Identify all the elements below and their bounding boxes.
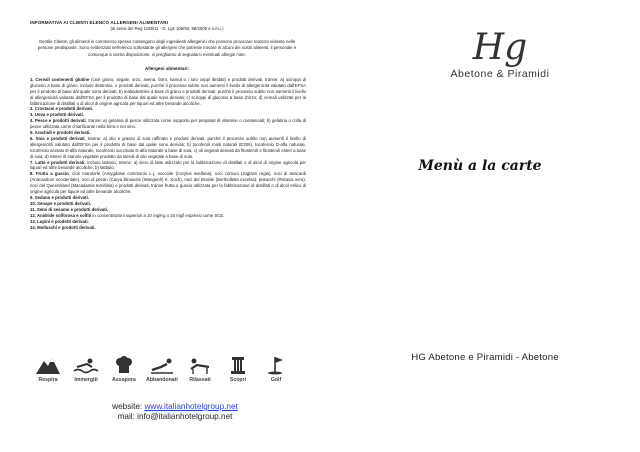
icon-label: Abbandonati (146, 377, 178, 383)
allergen-item-title: 10. Senape e prodotti derivati. (30, 200, 92, 206)
column-icon (225, 355, 251, 375)
allergen-item-title: 4. Pesce e prodotti derivati (30, 118, 86, 124)
allergen-item-text: , incluso lattosio, tranne: a) siero di latte utilizzato per la fabbricazione di distillati o di alcol di origine agricola per liquori ed altre bevande alcoliche; b) lattitolo. (30, 159, 306, 171)
icon-label: Golf (270, 377, 282, 383)
allergen-item-title: 11. Semi di sesamo e prodotti derivati. (30, 206, 109, 212)
icon-label: Immergiti (74, 377, 98, 383)
allergen-item-text: in concentrazioni superiori a 10 mg/Kg o 10 mg/l espressi come SO2. (91, 212, 225, 218)
hotel-footer-name: HG Abetone e Piramidi - Abetone (411, 352, 559, 363)
allergen-item-text: , cioè mandorle (Amygdalus communis L.), nocciole (Corylus avellana), noci comuni (Juglans regia), noci di anacardi (Anacardium occidentale), noci di pecan (Carya illinoiesis (Wangenh) K. Koch), noci del Brasile (Bertholletia excelsa), pistacchi (Pistacia vera), noci del Queensland (Macadamia ternifolia) e prodotti derivati, tranne frutta a guscio utilizzata per la fabbricazione di distillati o di alcol etilico di origine agricola per liquori ed altre bevande alcoliche. (30, 171, 306, 195)
activity-icons (30, 355, 290, 395)
icon-label: Scopri (229, 377, 247, 383)
allergens-title: Allergeni alimentari: (144, 65, 190, 71)
reclining-person-icon (149, 355, 175, 375)
allergen-item (30, 160, 306, 172)
chef-hat-icon (111, 355, 137, 375)
icon-label: Respira (38, 377, 58, 383)
scopri-item (220, 355, 256, 383)
mountain-icon (35, 355, 61, 375)
allergen-item-title: 7. Latte e prodotti derivati (30, 159, 85, 165)
allergen-item-title: 5. Arachidi e prodotti derivati. (30, 130, 91, 136)
allergen-item-title: 2. Crostacei e prodotti derivati. (30, 106, 94, 112)
allergen-item (30, 77, 306, 107)
allergen-item-title: 14. Molluschi e prodotti derivati. (30, 224, 96, 230)
respira-item (30, 355, 66, 383)
assapora-item (106, 355, 142, 383)
allergen-item-title: 3. Uova e prodotti derivati. (30, 112, 84, 118)
rilassati-item (182, 355, 218, 383)
allergen-item (30, 225, 306, 231)
allergen-item-title: 12. Anidride solforosa e solfiti (30, 212, 92, 218)
swimmer-icon (73, 355, 99, 375)
allergen-intro: Gentile Cliente, gli alimenti in commercio spesso contengono degli ingredienti allergenici che possono provocare reazioni violente nelle persone predisposte. Sono evidenziati nell'elenco sottostante gli allergeni che potreste trovare in alcuni dei nostri alimenti; il personale è comunque a vostra disposizione, vi preghiamo di segnalarci eventuali allergie note. (37, 39, 297, 57)
allergen-item (30, 136, 306, 160)
hotel-logo (435, 27, 565, 80)
website-link[interactable]: www.italianhotelgroup.net (144, 402, 238, 411)
logo-name: Abetone & Piramidi (450, 68, 550, 80)
icon-label: Assapora (112, 377, 136, 383)
mail-line: mail: info@italianhotelgroup.net (117, 412, 233, 421)
allergen-heading: INFORMATIVA AI CLIENTI ELENCO ALLERGENI ALIMENTARI (30, 20, 169, 25)
contact-block (60, 402, 290, 422)
lounger-icon (187, 355, 213, 375)
allergen-list (30, 77, 306, 231)
abbandonati-item (144, 355, 180, 383)
allergen-item-title: 6. Soia e prodotti derivati (30, 135, 85, 141)
allergen-item-text: , tranne: a) olio e grasso di soia raffinato e prodotti derivati, purché il processo subito non aumenti il livello di allergenicità valutato dall'EFSA per il prodotto di base dal quale sono derivati; b) tocoferoli misti naturali (E306), tocoferolo D-alfa naturale, tocoferolo acetato D-alfa naturale, tocoferolo succinato D-alfa naturale a base di soia; c) oli vegetali derivati da fitosteroli e fitosteroli esteri a base di soia; d) estere di stanolo vegetale prodotto da steroli di olio vegetale a base di soia. (30, 135, 307, 159)
allergen-item (30, 171, 306, 195)
golf-flag-icon (263, 355, 289, 375)
cover-panel (330, 0, 630, 452)
website-label: website: (112, 402, 143, 411)
allergen-item-title: 9. Sedano e prodotti derivati. (30, 195, 89, 201)
immergiti-item (68, 355, 104, 383)
logo-monogram: Hg (472, 27, 528, 68)
golf-item (258, 355, 294, 383)
website-line (60, 402, 290, 412)
allergen-item-text: (cioè grano, segale, orzo, avena, farro, kamut o i loro ceppi ibridati) e prodotti derivati, tranne: a) sciroppi di glucosio a base di grano, incluso destrosio, e prodotti derivati, purché il processo subito non aumenti il livello di allergenicità valutato dall'EFSA per il prodotto di base dal quale sono derivati; b) maltodestrine a base di grano e prodotti derivati, purché il processo subito non aumenti il livello di allergenicità valutato dall'EFSA per il prodotto di base dal quale sono derivati; c) sciroppi di glucosio a base d'orzo; d) cereali utilizzati per la fabbricazione di distillati o di alcol di origine agricola per liquori ed altre bevande alcoliche. (30, 76, 306, 106)
allergen-item-title: 13. Lupini e prodotti derivati. (30, 218, 89, 224)
allergen-item-title: 8. Frutta a guscio (30, 171, 69, 177)
allergen-panel (22, 10, 312, 230)
allergen-item-text: , tranne: a) gelatina di pesce utilizzata come supporto per preparati di vitamine o carotenoidi; b) gelatina o colla di pesce utilizzata come chiarificante nella birra e nel vino. (30, 118, 307, 130)
allergen-item-title: 1. Cereali contenenti glutine (30, 76, 90, 82)
allergen-subheading: (ai sensi del Reg 1169/11 - D. Lgs 109/92, 88/2009 e s.m.i.) (110, 26, 224, 31)
icon-label: Rilassati (189, 377, 211, 383)
allergen-item (30, 118, 306, 130)
menu-title: Menù a la carte (418, 158, 542, 174)
